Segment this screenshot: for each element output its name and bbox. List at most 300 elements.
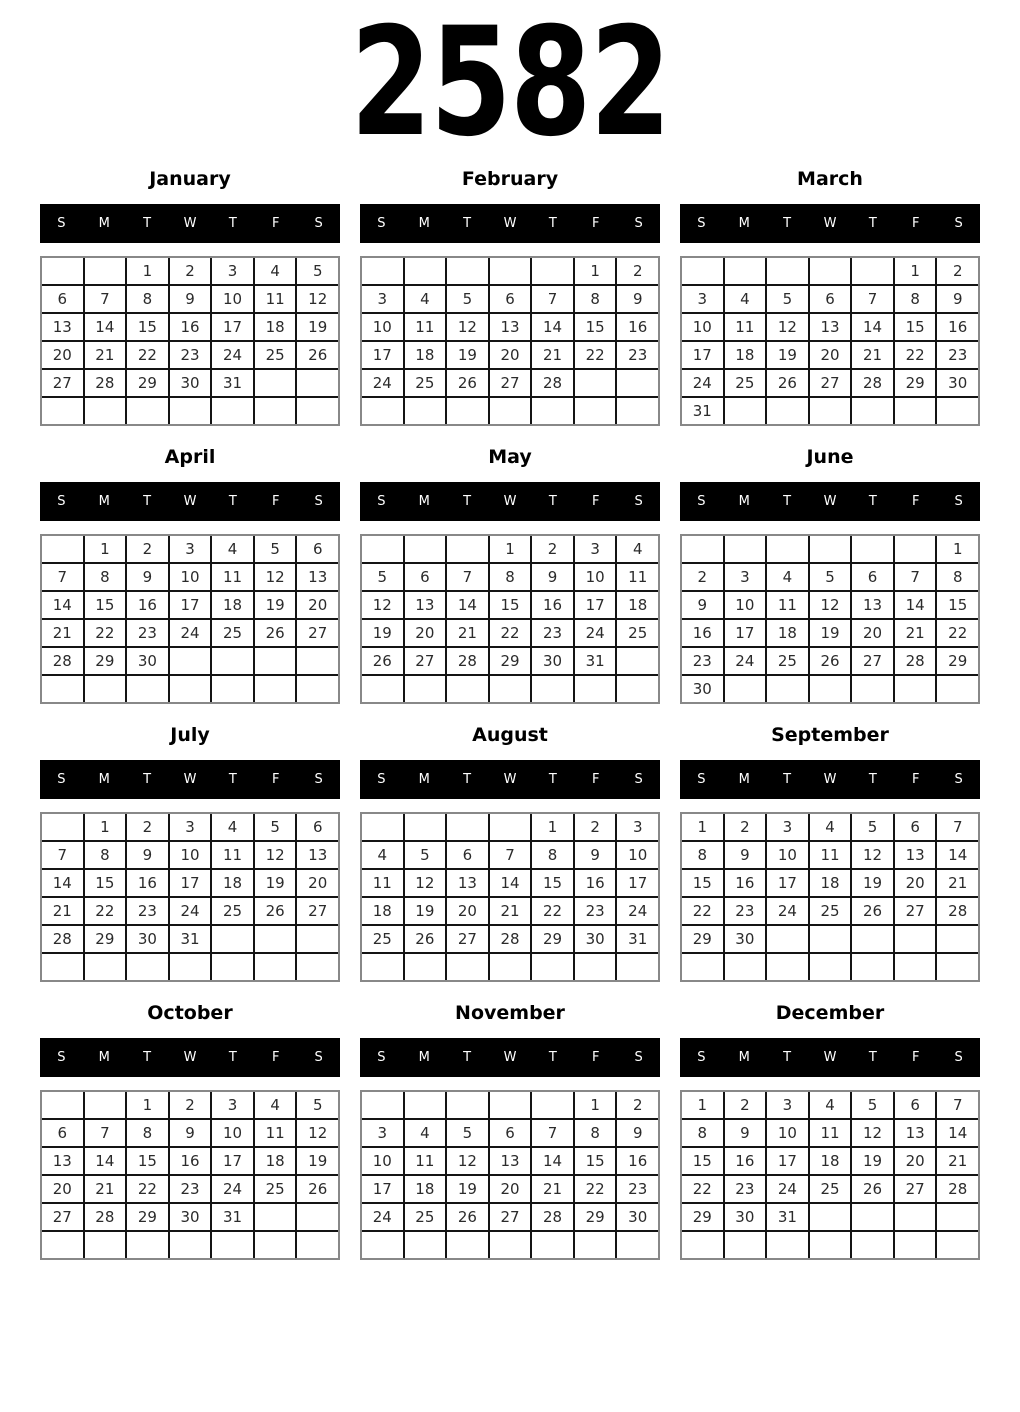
day-cell: 23: [575, 898, 616, 924]
day-cell: 26: [297, 342, 338, 368]
day-cell: 12: [255, 842, 296, 868]
empty-cell: [490, 1092, 531, 1118]
day-cell: 10: [362, 1148, 403, 1174]
day-cell: 2: [127, 814, 168, 840]
weekday-header-row: [360, 1038, 660, 1077]
day-cell: 9: [127, 564, 168, 590]
weekday-header-row: [360, 482, 660, 521]
day-cell: 28: [895, 648, 936, 674]
day-cell: 16: [127, 592, 168, 618]
weekday-label: S: [57, 772, 66, 787]
month-block: [680, 158, 980, 426]
weekday-label: S: [634, 772, 643, 787]
empty-cell: [852, 398, 893, 424]
day-cell: 16: [617, 314, 658, 340]
day-cell: 29: [127, 370, 168, 396]
day-cell: 16: [682, 620, 723, 646]
date-grid: [360, 256, 660, 426]
day-cell: 30: [170, 1204, 211, 1230]
day-cell: 2: [937, 258, 978, 284]
month-block: [680, 436, 980, 704]
day-cell: 17: [212, 1148, 253, 1174]
day-cell: 1: [490, 536, 531, 562]
empty-cell: [725, 536, 766, 562]
weekday-label: S: [314, 772, 323, 787]
day-cell: 27: [42, 1204, 83, 1230]
weekday-label: S: [954, 1050, 963, 1065]
day-cell: 4: [362, 842, 403, 868]
day-cell: 7: [447, 564, 488, 590]
day-cell: 30: [127, 648, 168, 674]
day-cell: 10: [617, 842, 658, 868]
empty-cell: [42, 1232, 83, 1258]
day-cell: 18: [810, 870, 851, 896]
empty-cell: [170, 648, 211, 674]
day-cell: 16: [170, 314, 211, 340]
day-cell: 29: [895, 370, 936, 396]
weekday-label: W: [183, 1050, 197, 1065]
day-cell: 24: [617, 898, 658, 924]
day-cell: 9: [725, 842, 766, 868]
month-block: [40, 158, 340, 426]
weekday-label: S: [314, 216, 323, 231]
day-cell: 4: [810, 814, 851, 840]
day-cell: 17: [682, 342, 723, 368]
day-cell: 11: [725, 314, 766, 340]
day-cell: 9: [937, 286, 978, 312]
month-name: January: [149, 168, 231, 190]
date-grid: [680, 534, 980, 704]
day-cell: 25: [405, 1204, 446, 1230]
empty-cell: [42, 676, 83, 702]
empty-cell: [725, 398, 766, 424]
day-cell: 17: [362, 1176, 403, 1202]
empty-cell: [405, 1232, 446, 1258]
day-cell: 14: [42, 870, 83, 896]
weekday-label: S: [57, 1050, 66, 1065]
day-cell: 19: [405, 898, 446, 924]
day-cell: 27: [297, 898, 338, 924]
day-cell: 17: [170, 592, 211, 618]
day-cell: 25: [255, 1176, 296, 1202]
empty-cell: [42, 1092, 83, 1118]
day-cell: 3: [170, 536, 211, 562]
day-cell: 15: [575, 314, 616, 340]
day-cell: 17: [575, 592, 616, 618]
day-cell: 30: [575, 926, 616, 952]
empty-cell: [447, 1092, 488, 1118]
day-cell: 5: [405, 842, 446, 868]
day-cell: 1: [575, 258, 616, 284]
day-cell: 1: [85, 814, 126, 840]
empty-cell: [297, 398, 338, 424]
day-cell: 22: [575, 1176, 616, 1202]
empty-cell: [405, 814, 446, 840]
empty-cell: [682, 1232, 723, 1258]
day-cell: 21: [937, 870, 978, 896]
weekday-label: M: [738, 216, 750, 231]
weekday-label: F: [591, 1050, 600, 1065]
weekday-label: W: [503, 216, 517, 231]
empty-cell: [42, 258, 83, 284]
day-cell: 21: [85, 1176, 126, 1202]
day-cell: 10: [767, 842, 808, 868]
day-cell: 1: [575, 1092, 616, 1118]
empty-cell: [447, 814, 488, 840]
day-cell: 23: [170, 1176, 211, 1202]
day-cell: 6: [895, 1092, 936, 1118]
empty-cell: [85, 954, 126, 980]
weekday-label: F: [271, 494, 280, 509]
empty-cell: [127, 1232, 168, 1258]
day-cell: 31: [212, 1204, 253, 1230]
day-cell: 18: [405, 342, 446, 368]
weekday-header-row: [40, 760, 340, 799]
weekday-header-row: [40, 482, 340, 521]
day-cell: 13: [42, 314, 83, 340]
empty-cell: [895, 536, 936, 562]
weekday-label: S: [954, 216, 963, 231]
day-cell: 27: [810, 370, 851, 396]
day-cell: 8: [682, 842, 723, 868]
day-cell: 16: [617, 1148, 658, 1174]
day-cell: 31: [617, 926, 658, 952]
day-cell: 4: [255, 1092, 296, 1118]
month-name: August: [472, 724, 548, 746]
empty-cell: [575, 954, 616, 980]
empty-cell: [532, 954, 573, 980]
weekday-label: S: [634, 216, 643, 231]
empty-cell: [255, 1232, 296, 1258]
day-cell: 16: [725, 870, 766, 896]
day-cell: 6: [490, 286, 531, 312]
empty-cell: [767, 258, 808, 284]
weekday-label: S: [314, 1050, 323, 1065]
empty-cell: [255, 648, 296, 674]
day-cell: 28: [85, 370, 126, 396]
day-cell: 30: [617, 1204, 658, 1230]
day-cell: 11: [810, 842, 851, 868]
day-cell: 11: [767, 592, 808, 618]
day-cell: 12: [297, 286, 338, 312]
day-cell: 10: [212, 286, 253, 312]
day-cell: 25: [767, 648, 808, 674]
empty-cell: [767, 926, 808, 952]
day-cell: 26: [255, 620, 296, 646]
day-cell: 9: [617, 286, 658, 312]
day-cell: 1: [682, 1092, 723, 1118]
day-cell: 14: [937, 842, 978, 868]
empty-cell: [575, 370, 616, 396]
day-cell: 23: [725, 1176, 766, 1202]
weekday-label: S: [697, 1050, 706, 1065]
day-cell: 27: [895, 1176, 936, 1202]
empty-cell: [127, 398, 168, 424]
day-cell: 21: [42, 898, 83, 924]
empty-cell: [617, 398, 658, 424]
weekday-label: T: [783, 1050, 792, 1065]
day-cell: 19: [297, 314, 338, 340]
day-cell: 17: [725, 620, 766, 646]
day-cell: 12: [447, 1148, 488, 1174]
weekday-header-row: [40, 204, 340, 243]
day-cell: 29: [682, 1204, 723, 1230]
day-cell: 30: [127, 926, 168, 952]
day-cell: 24: [767, 1176, 808, 1202]
empty-cell: [617, 954, 658, 980]
empty-cell: [362, 1232, 403, 1258]
empty-cell: [937, 1232, 978, 1258]
empty-cell: [170, 1232, 211, 1258]
empty-cell: [490, 676, 531, 702]
year-title: 2582: [350, 0, 670, 170]
weekday-label: T: [548, 1050, 557, 1065]
empty-cell: [170, 676, 211, 702]
weekday-label: S: [57, 216, 66, 231]
day-cell: 11: [405, 314, 446, 340]
weekday-header-row: [360, 760, 660, 799]
day-cell: 13: [895, 842, 936, 868]
month-name: March: [797, 168, 863, 190]
day-cell: 7: [937, 814, 978, 840]
months-grid: [0, 158, 1020, 1260]
day-cell: 26: [852, 898, 893, 924]
day-cell: 4: [725, 286, 766, 312]
day-cell: 10: [170, 564, 211, 590]
weekday-label: T: [143, 494, 152, 509]
month-block: [360, 714, 660, 982]
empty-cell: [937, 954, 978, 980]
day-cell: 4: [212, 536, 253, 562]
date-grid: [680, 1090, 980, 1260]
day-cell: 13: [405, 592, 446, 618]
day-cell: 30: [725, 1204, 766, 1230]
day-cell: 25: [725, 370, 766, 396]
empty-cell: [362, 676, 403, 702]
month-block: [680, 714, 980, 982]
day-cell: 20: [490, 342, 531, 368]
day-cell: 27: [297, 620, 338, 646]
day-cell: 26: [362, 648, 403, 674]
day-cell: 9: [617, 1120, 658, 1146]
empty-cell: [405, 1092, 446, 1118]
day-cell: 28: [937, 898, 978, 924]
day-cell: 10: [767, 1120, 808, 1146]
day-cell: 14: [447, 592, 488, 618]
empty-cell: [85, 258, 126, 284]
weekday-label: T: [868, 494, 877, 509]
weekday-label: F: [911, 216, 920, 231]
day-cell: 22: [490, 620, 531, 646]
empty-cell: [170, 954, 211, 980]
weekday-label: T: [868, 1050, 877, 1065]
day-cell: 5: [297, 1092, 338, 1118]
month-name: October: [147, 1002, 233, 1024]
day-cell: 8: [85, 842, 126, 868]
day-cell: 24: [767, 898, 808, 924]
empty-cell: [767, 398, 808, 424]
day-cell: 19: [447, 342, 488, 368]
empty-cell: [682, 954, 723, 980]
weekday-label: M: [418, 1050, 430, 1065]
day-cell: 15: [532, 870, 573, 896]
weekday-header-row: [40, 1038, 340, 1077]
day-cell: 20: [490, 1176, 531, 1202]
empty-cell: [255, 954, 296, 980]
empty-cell: [42, 954, 83, 980]
day-cell: 3: [767, 814, 808, 840]
day-cell: 21: [490, 898, 531, 924]
day-cell: 11: [212, 842, 253, 868]
empty-cell: [575, 1232, 616, 1258]
day-cell: 5: [852, 814, 893, 840]
weekday-label: T: [143, 1050, 152, 1065]
day-cell: 28: [42, 926, 83, 952]
day-cell: 4: [405, 286, 446, 312]
empty-cell: [725, 954, 766, 980]
day-cell: 15: [682, 870, 723, 896]
month-block: [360, 158, 660, 426]
empty-cell: [447, 398, 488, 424]
weekday-label: T: [548, 216, 557, 231]
day-cell: 20: [405, 620, 446, 646]
day-cell: 24: [212, 1176, 253, 1202]
empty-cell: [297, 954, 338, 980]
day-cell: 14: [490, 870, 531, 896]
date-grid: [40, 1090, 340, 1260]
weekday-label: T: [228, 772, 237, 787]
weekday-label: F: [591, 772, 600, 787]
day-cell: 8: [575, 1120, 616, 1146]
day-cell: 15: [85, 870, 126, 896]
day-cell: 7: [532, 1120, 573, 1146]
day-cell: 4: [405, 1120, 446, 1146]
empty-cell: [255, 926, 296, 952]
day-cell: 26: [405, 926, 446, 952]
empty-cell: [405, 398, 446, 424]
day-cell: 14: [532, 314, 573, 340]
empty-cell: [297, 1204, 338, 1230]
empty-cell: [725, 1232, 766, 1258]
day-cell: 23: [682, 648, 723, 674]
day-cell: 12: [405, 870, 446, 896]
day-cell: 1: [127, 258, 168, 284]
day-cell: 20: [852, 620, 893, 646]
empty-cell: [42, 814, 83, 840]
day-cell: 15: [85, 592, 126, 618]
day-cell: 13: [490, 1148, 531, 1174]
day-cell: 23: [617, 342, 658, 368]
day-cell: 11: [810, 1120, 851, 1146]
day-cell: 28: [532, 370, 573, 396]
day-cell: 14: [532, 1148, 573, 1174]
weekday-label: W: [183, 216, 197, 231]
day-cell: 7: [490, 842, 531, 868]
day-cell: 1: [532, 814, 573, 840]
day-cell: 13: [852, 592, 893, 618]
day-cell: 13: [42, 1148, 83, 1174]
empty-cell: [212, 954, 253, 980]
day-cell: 27: [490, 1204, 531, 1230]
month-block: [40, 992, 340, 1260]
day-cell: 26: [297, 1176, 338, 1202]
day-cell: 3: [682, 286, 723, 312]
day-cell: 5: [767, 286, 808, 312]
day-cell: 2: [682, 564, 723, 590]
day-cell: 2: [127, 536, 168, 562]
day-cell: 5: [255, 536, 296, 562]
empty-cell: [212, 1232, 253, 1258]
day-cell: 17: [767, 870, 808, 896]
day-cell: 27: [42, 370, 83, 396]
day-cell: 23: [937, 342, 978, 368]
day-cell: 24: [212, 342, 253, 368]
day-cell: 9: [170, 286, 211, 312]
empty-cell: [617, 1232, 658, 1258]
day-cell: 18: [362, 898, 403, 924]
empty-cell: [852, 258, 893, 284]
day-cell: 20: [297, 592, 338, 618]
day-cell: 22: [895, 342, 936, 368]
day-cell: 14: [852, 314, 893, 340]
day-cell: 7: [85, 286, 126, 312]
day-cell: 28: [852, 370, 893, 396]
day-cell: 4: [810, 1092, 851, 1118]
empty-cell: [725, 258, 766, 284]
day-cell: 11: [405, 1148, 446, 1174]
day-cell: 29: [85, 926, 126, 952]
empty-cell: [852, 1232, 893, 1258]
day-cell: 26: [255, 898, 296, 924]
day-cell: 10: [682, 314, 723, 340]
empty-cell: [212, 926, 253, 952]
day-cell: 8: [85, 564, 126, 590]
day-cell: 16: [127, 870, 168, 896]
day-cell: 15: [937, 592, 978, 618]
empty-cell: [297, 1232, 338, 1258]
weekday-label: T: [228, 216, 237, 231]
empty-cell: [937, 926, 978, 952]
day-cell: 30: [682, 676, 723, 702]
day-cell: 19: [255, 870, 296, 896]
day-cell: 19: [852, 870, 893, 896]
day-cell: 24: [170, 620, 211, 646]
day-cell: 22: [127, 342, 168, 368]
weekday-label: W: [823, 216, 837, 231]
day-cell: 3: [767, 1092, 808, 1118]
day-cell: 9: [127, 842, 168, 868]
day-cell: 30: [532, 648, 573, 674]
day-cell: 10: [212, 1120, 253, 1146]
day-cell: 6: [297, 536, 338, 562]
day-cell: 15: [895, 314, 936, 340]
day-cell: 4: [767, 564, 808, 590]
day-cell: 1: [127, 1092, 168, 1118]
day-cell: 12: [810, 592, 851, 618]
day-cell: 2: [617, 1092, 658, 1118]
empty-cell: [127, 676, 168, 702]
weekday-label: S: [954, 772, 963, 787]
weekday-label: M: [738, 1050, 750, 1065]
day-cell: 19: [767, 342, 808, 368]
day-cell: 3: [362, 1120, 403, 1146]
month-name: June: [806, 446, 854, 468]
empty-cell: [490, 398, 531, 424]
day-cell: 25: [405, 370, 446, 396]
weekday-label: W: [183, 772, 197, 787]
empty-cell: [895, 398, 936, 424]
date-grid: [360, 534, 660, 704]
